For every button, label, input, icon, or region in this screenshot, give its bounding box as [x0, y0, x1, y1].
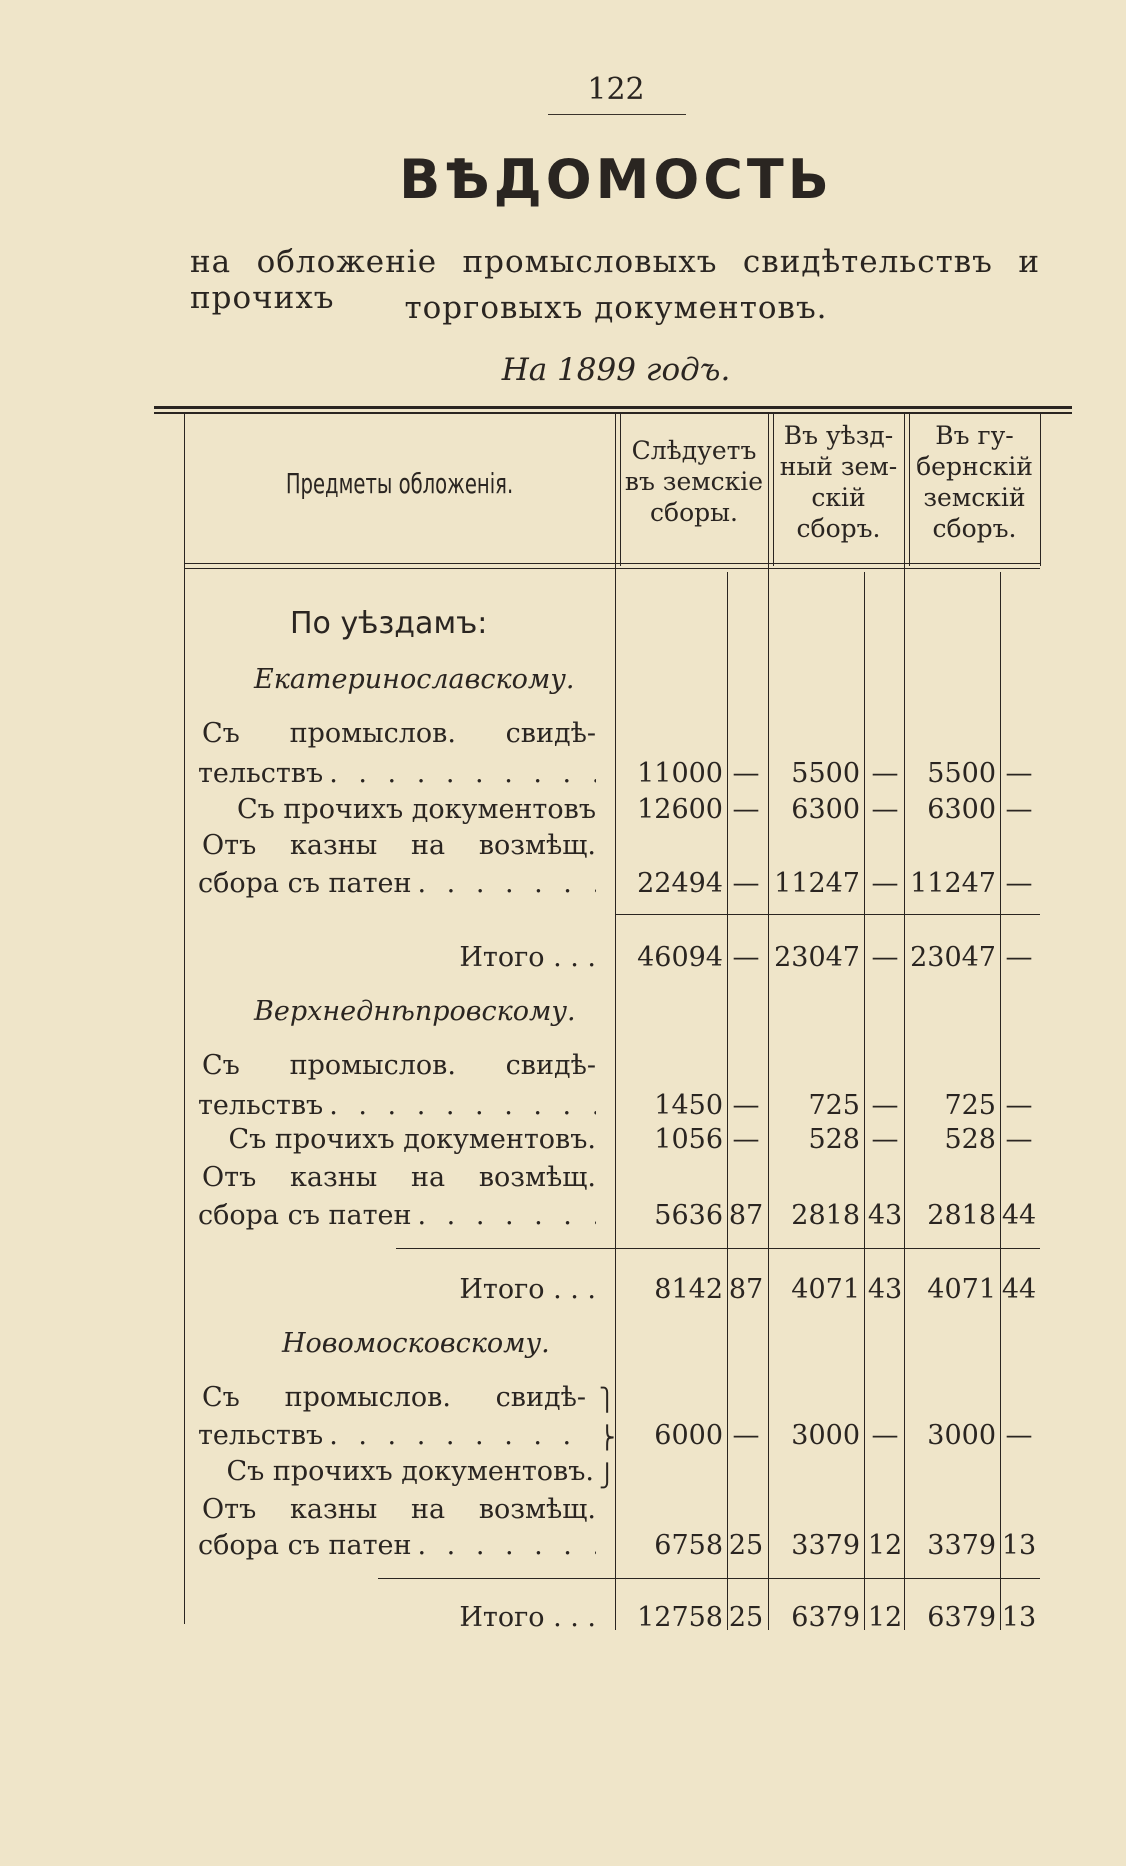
value-due: 6758 — [654, 1530, 723, 1561]
table-right-border — [1040, 414, 1041, 566]
total-county: 6379 — [791, 1602, 860, 1633]
header-province: Въ гу- бернскій земскій сборъ. — [916, 421, 1033, 543]
kop-province: 44 — [1001, 1200, 1037, 1231]
kop-due: 25 — [728, 1530, 764, 1561]
kop-due: — — [732, 758, 760, 789]
value-province: 3379 — [927, 1530, 996, 1561]
row-label: Съ прочихъ документовъ. — [226, 1456, 594, 1487]
row-label: сбора съ патен . . . — [198, 868, 596, 899]
kop-due: — — [732, 794, 760, 825]
total-kop-county: 12 — [867, 1602, 903, 1633]
header-bottom-rule-2 — [184, 568, 1040, 569]
top-rule-thin — [154, 412, 1072, 414]
kop-due: 87 — [728, 1200, 764, 1231]
value-due: 6000 — [654, 1420, 723, 1451]
kop-province: — — [1005, 1420, 1033, 1451]
kop-province: — — [1005, 1124, 1033, 1155]
value-county: 725 — [808, 1090, 860, 1121]
value-due: 1450 — [654, 1090, 723, 1121]
total-label: Итого . . . — [459, 1274, 596, 1305]
kop-province: — — [1005, 794, 1033, 825]
kop-province: — — [1005, 868, 1033, 899]
total-label: Итого . . . — [459, 942, 596, 973]
header-bottom-rule-1 — [184, 563, 1040, 564]
row-label: Отъ казны на возмѣщ. — [202, 1494, 596, 1525]
row-label: Съ прочихъ документовъ. — [228, 1124, 596, 1155]
total-county: 4071 — [791, 1274, 860, 1305]
total-kop-county: 43 — [867, 1274, 903, 1305]
kop-county: — — [871, 1420, 899, 1451]
section-name: Новомосковскому. — [282, 1328, 550, 1359]
column-rule-due — [768, 414, 769, 1630]
total-label: Итого . . . — [459, 1602, 596, 1633]
total-kop-province: — — [1005, 942, 1033, 973]
value-county: 6300 — [791, 794, 860, 825]
table-left-border — [184, 414, 185, 1624]
row-label: Съ прочихъ документовъ — [237, 794, 596, 825]
page-number: 122 — [587, 72, 645, 107]
total-kop-province: 44 — [1001, 1274, 1037, 1305]
value-county: 3000 — [791, 1420, 860, 1451]
kop-province: — — [1005, 1090, 1033, 1121]
value-due: 1056 — [654, 1124, 723, 1155]
total-due: 46094 — [637, 942, 723, 973]
total-province: 6379 — [927, 1602, 996, 1633]
value-province: 6300 — [927, 794, 996, 825]
value-province: 528 — [944, 1124, 996, 1155]
total-kop-due: 25 — [728, 1602, 764, 1633]
kop-county: — — [871, 1090, 899, 1121]
kop-due: — — [732, 1420, 760, 1451]
total-county: 23047 — [774, 942, 860, 973]
total-kop-due: 87 — [728, 1274, 764, 1305]
value-due: 11000 — [637, 758, 723, 789]
value-due: 5636 — [654, 1200, 723, 1231]
value-county: 528 — [808, 1124, 860, 1155]
value-county: 11247 — [774, 868, 860, 899]
kop-due: — — [732, 868, 760, 899]
kop-county: — — [871, 1124, 899, 1155]
section-name: Верхнеднѣпровскому. — [254, 996, 576, 1027]
total-kop-due: — — [732, 942, 760, 973]
top-rule-thick — [154, 406, 1072, 409]
year-line: На 1899 годъ. — [501, 352, 731, 388]
value-due: 22494 — [637, 868, 723, 899]
kop-county: — — [871, 758, 899, 789]
row-brace: ⎫ ⎬ ⎭ — [599, 1388, 616, 1489]
value-province: 3000 — [927, 1420, 996, 1451]
row-label: тельствъ . . . — [198, 758, 596, 789]
total-due: 12758 — [637, 1602, 723, 1633]
subtitle-line-1: на обложеніе промысловыхъ свидѣтельствъ и прочихъ — [190, 244, 1040, 316]
total-province: 23047 — [910, 942, 996, 973]
total-kop-county: — — [871, 942, 899, 973]
kop-province: 13 — [1001, 1530, 1037, 1561]
subtotal-rule — [378, 1578, 1040, 1579]
row-label: Съ промыслов. свидѣ- — [202, 1050, 596, 1081]
header-county: Въ уѣзд- ный зем- скій сборъ. — [779, 421, 898, 543]
kop-county: — — [871, 794, 899, 825]
column-rule-county — [904, 414, 905, 1630]
value-province: 5500 — [927, 758, 996, 789]
subtotal-rule — [396, 1248, 1040, 1249]
value-due: 12600 — [637, 794, 723, 825]
total-kop-province: 13 — [1001, 1602, 1037, 1633]
value-county: 5500 — [791, 758, 860, 789]
value-county: 3379 — [791, 1530, 860, 1561]
kop-due: — — [732, 1124, 760, 1155]
row-label: сбора съ патен . . . — [198, 1530, 596, 1561]
total-due: 8142 — [654, 1274, 723, 1305]
row-label: Отъ казны на возмѣщ. — [202, 1162, 596, 1193]
subtitle-line-2: торговыхъ документовъ. — [404, 290, 828, 326]
row-label: тельствъ . . . — [198, 1420, 586, 1451]
row-label: Съ промыслов. свидѣ- — [202, 718, 596, 749]
kop-due: — — [732, 1090, 760, 1121]
kop-county: — — [871, 868, 899, 899]
row-label: Съ промыслов. свидѣ- — [202, 1382, 586, 1413]
header-subjects: Предметы обложенія. — [285, 467, 514, 500]
value-province: 725 — [944, 1090, 996, 1121]
value-county: 2818 — [791, 1200, 860, 1231]
page-number-rule — [548, 114, 686, 115]
total-province: 4071 — [927, 1274, 996, 1305]
document-title: ВѢДОМОСТЬ — [399, 148, 833, 211]
row-label: тельствъ . . . — [198, 1090, 596, 1121]
subtotal-rule — [615, 914, 1040, 915]
header-due: Слѣдуетъ въ земскіе сборы. — [624, 436, 764, 527]
value-province: 2818 — [927, 1200, 996, 1231]
row-label: сбора съ патен . . . — [198, 1200, 596, 1231]
section-name: Екатеринославскому. — [254, 664, 575, 695]
value-province: 11247 — [910, 868, 996, 899]
kop-county: 43 — [867, 1200, 903, 1231]
row-label: Отъ казны на возмѣщ. — [202, 830, 596, 861]
column-rule-county-kop — [864, 572, 865, 1630]
district-heading: По уѣздамъ: — [290, 606, 488, 641]
kop-county: 12 — [867, 1530, 903, 1561]
kop-province: — — [1005, 758, 1033, 789]
